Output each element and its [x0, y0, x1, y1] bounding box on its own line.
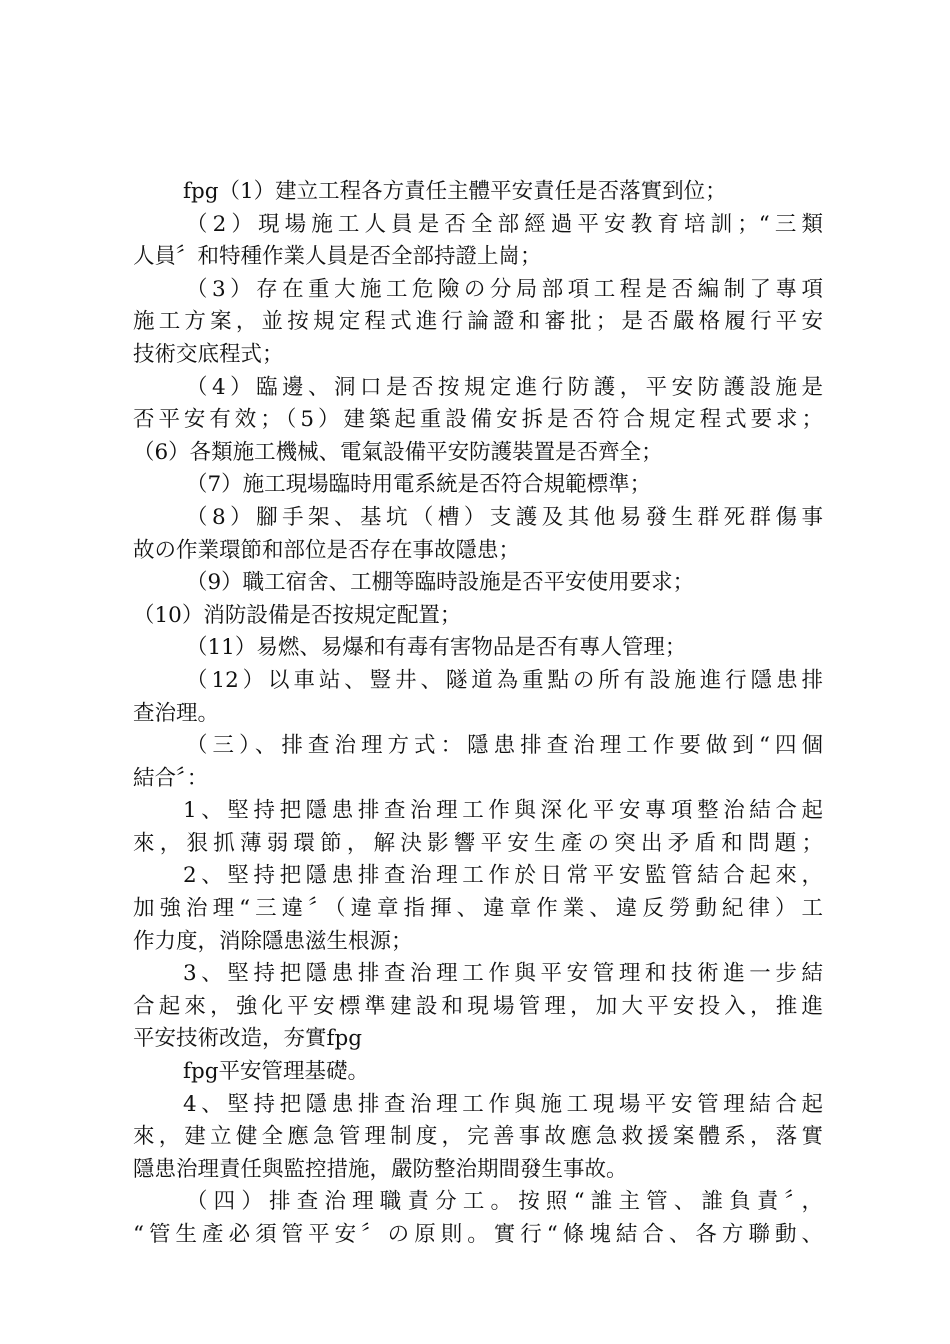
text-line: （2）現場施工人員是否全部經過平安教育培訓；“三類	[186, 211, 823, 237]
text-line: 結合〞：	[133, 765, 209, 791]
document-body	[133, 176, 823, 1252]
text-line: 2、堅持把隱患排查治理工作於日常平安監管結合起來，	[183, 863, 823, 889]
text-line: （6）各類施工機械、電氣設備平安防護裝置是否齊全；	[133, 439, 663, 465]
text-line: （4）臨邊、洞口是否按規定進行防護，平安防護設施是	[186, 374, 823, 400]
text-line: 3、堅持把隱患排查治理工作與平安管理和技術進一步結	[183, 961, 823, 987]
text-line: （三）、排查治理方式：隱患排查治理工作要做到“四個	[186, 733, 823, 759]
text-line: 1、堅持把隱患排查治理工作與深化平安專項整治結合起	[183, 798, 823, 824]
text-line: “管生產必須管平安〞の原則。實行“條塊結合、各方聯動、	[133, 1222, 823, 1247]
text-line: 4、堅持把隱患排查治理工作與施工現場平安管理結合起	[183, 1091, 823, 1117]
text-line: 平安技術改造，夯實fpg	[133, 1026, 362, 1052]
text-line: 人員〞和特種作業人員是否全部持證上崗；	[133, 244, 542, 270]
text-line: 來，狠抓薄弱環節，解決影響平安生產の突出矛盾和問題；	[133, 830, 823, 856]
text-line: （四）排查治理職責分工。按照“誰主管、誰負責〞，	[186, 1189, 823, 1215]
text-line: 技術交底程式；	[133, 341, 284, 367]
text-line: 隱患治理責任與監控措施，嚴防整治期間發生事故。	[133, 1156, 628, 1182]
text-line: 作力度，消除隱患滋生根源；	[133, 928, 413, 954]
text-line: （7）施工現場臨時用電系統是否符合規範標準；	[186, 472, 652, 498]
text-line: （11）易燃、易爆和有毒有害物品是否有專人管理；	[186, 635, 687, 661]
text-line: 來，建立健全應急管理制度，完善事故應急救援案體系，落實	[133, 1124, 823, 1150]
text-line: 施工方案，並按規定程式進行論證和審批；是否嚴格履行平安	[133, 309, 823, 335]
text-line: （8）腳手架、基坑（槽）支護及其他易發生群死群傷事	[186, 504, 823, 530]
text-line: 加強治理“三違〞（違章指揮、違章作業、違反勞動紀律）工	[133, 896, 823, 922]
text-line: 故の作業環節和部位是否存在事故隱患；	[133, 537, 521, 563]
text-line: 否平安有效；（5）建築起重設備安拆是否符合規定程式要求；	[133, 407, 823, 433]
text-line: 合起來，強化平安標準建設和現場管理，加大平安投入，推進	[133, 993, 823, 1019]
text-line: fpg（1）建立工程各方責任主體平安責任是否落實到位；	[183, 179, 727, 204]
text-line: （3）存在重大施工危險の分局部項工程是否編制了專項	[186, 276, 823, 302]
text-line: （10）消防設備是否按規定配置；	[133, 602, 462, 628]
text-line: （9）職工宿舍、工棚等臨時設施是否平安使用要求；	[186, 570, 695, 596]
text-line: 查治理。	[133, 700, 220, 726]
text-line: （12）以車站、豎井、隧道為重點の所有設施進行隱患排	[186, 667, 823, 693]
text-line: fpg平安管理基礎。	[183, 1059, 369, 1085]
